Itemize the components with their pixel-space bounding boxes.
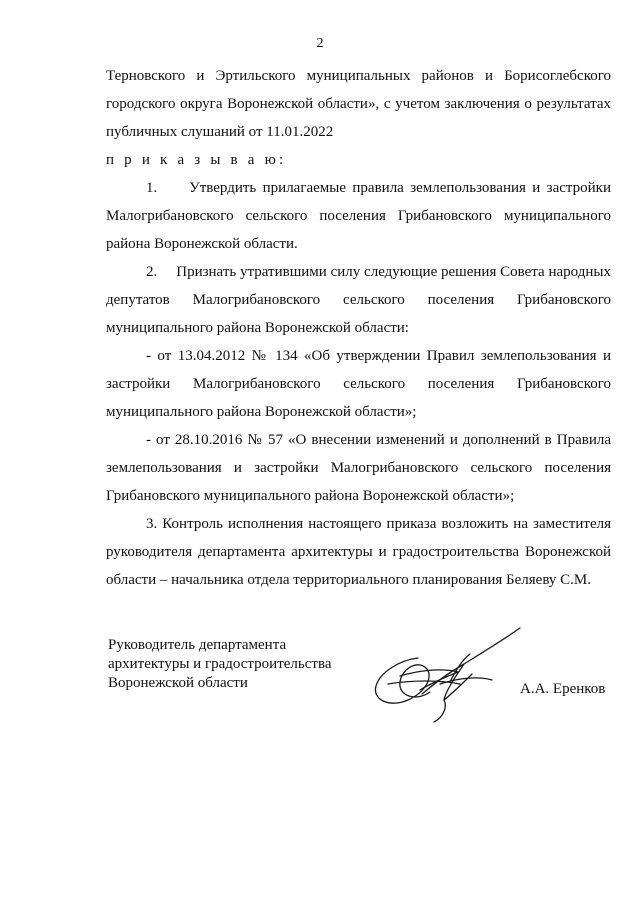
signatory-position xyxy=(108,636,331,693)
handwritten-signature xyxy=(360,624,530,724)
paragraph-item-1: 1. Утвердить прилагаемые правила землепользования и застройки Малогрибановского сельского поселения Грибановского муниципального района Воронежской области. xyxy=(106,180,611,252)
paragraph-item-2-sub-2: - от 28.10.2016 № 57 «О внесении изменений и дополнений в Правила землепользования и застройки Малогрибановского сельского поселения Грибановского муниципального района Воронежской области»; xyxy=(106,432,611,504)
paragraph-item-2: 2. Признать утратившими силу следующие решения Совета народных депутатов Малогрибановского сельского поселения Грибановского муниципального района Воронежской области: xyxy=(106,264,611,336)
paragraph-item-3: 3. Контроль исполнения настоящего приказа возложить на заместителя руководителя департамента архитектуры и градостроительства Воронежской области – начальника отдела территориального планирования Беляеву С.М. xyxy=(106,516,611,588)
order-keyword: п р и к а з ы в а ю: xyxy=(106,152,287,168)
paragraph-preamble-continuation: Терновского и Эртильского муниципальных районов и Борисоглебского городского округа Воронежской области», с учетом заключения о результатах публичных слушаний от 11.01.2022 xyxy=(106,68,611,140)
document-body xyxy=(106,62,611,594)
position-line-1: Руководитель департамента xyxy=(108,637,287,653)
position-line-3: Воронежской области xyxy=(108,675,248,691)
position-line-2: архитектуры и градостроительства xyxy=(108,656,332,672)
page-number: 2 xyxy=(316,36,324,51)
signer-name: А.А. Еренков xyxy=(520,681,606,697)
paragraph-item-2-sub-1: - от 13.04.2012 № 134 «Об утверждении Правил землепользования и застройки Малогрибановского сельского поселения Грибановского муниципального района Воронежской области»; xyxy=(106,348,611,420)
